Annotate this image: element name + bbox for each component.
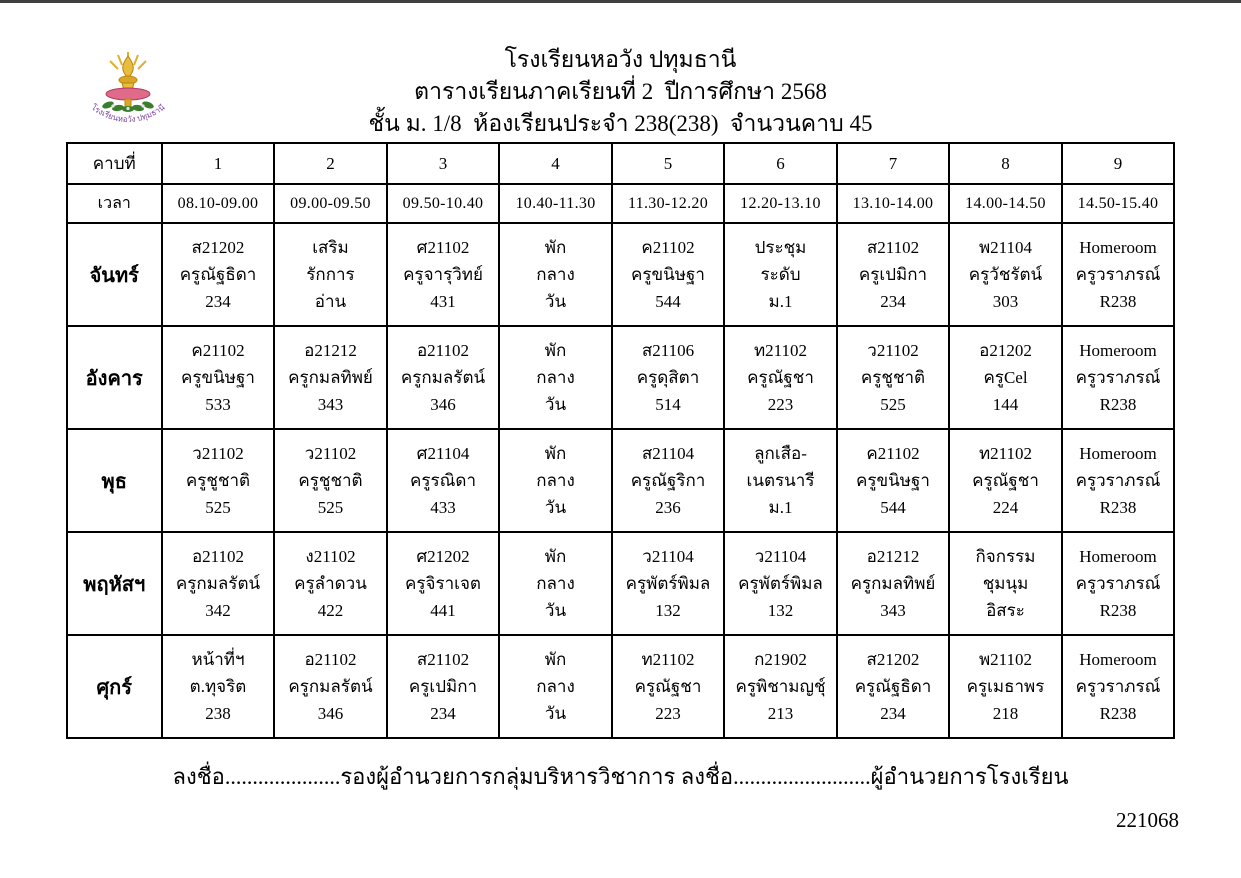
school-logo bbox=[82, 50, 174, 138]
schedule-cell bbox=[499, 326, 612, 429]
day-row bbox=[67, 429, 1175, 532]
schedule-cell bbox=[162, 326, 275, 429]
cell-line: หน้าที่ฯ bbox=[191, 649, 245, 669]
cell-line: ชุมนุม bbox=[982, 573, 1029, 593]
cell-line: ค21102 bbox=[641, 237, 695, 257]
cell-line: 218 bbox=[992, 704, 1019, 724]
cell-line: กลาง bbox=[536, 367, 575, 387]
cell-line: ครูพัตร์พิมล bbox=[738, 573, 823, 593]
cell-line: ครูณัฐริกา bbox=[630, 470, 706, 490]
day-name: ศุกร์ bbox=[67, 635, 162, 738]
cell-line: พ21104 bbox=[978, 237, 1033, 257]
cell-line: 346 bbox=[430, 395, 456, 415]
cell-line: ส21102 bbox=[416, 649, 470, 669]
cell-line: พัก bbox=[544, 649, 567, 669]
cell-line: ก21902 bbox=[754, 649, 807, 669]
cell-line: ระดับ bbox=[760, 264, 801, 284]
semester-title: ตารางเรียนภาคเรียนที่ 2 ปีการศึกษา 2568 bbox=[414, 79, 827, 104]
cell-line: 433 bbox=[430, 498, 456, 518]
cell-line: ส21106 bbox=[641, 340, 695, 360]
schedule-cell bbox=[387, 223, 500, 326]
schedule-cell bbox=[1062, 532, 1175, 635]
signature-line: ลงชื่อ.....................รองผู้อำนวยการกลุ่มบริหารวิชาการ ลงชื่อ.........................ผู้อำนวยการโรงเรียน bbox=[172, 764, 1069, 789]
schedule-cell bbox=[724, 635, 837, 738]
cell-line: อ่าน bbox=[314, 292, 347, 312]
cell-line: ครูขนิษฐา bbox=[631, 264, 705, 284]
cell-line: 544 bbox=[880, 498, 906, 518]
schedule-cell bbox=[499, 429, 612, 532]
school-logo-emblem bbox=[82, 50, 174, 138]
cell-line: 431 bbox=[430, 292, 456, 312]
cell-line: Homeroom bbox=[1079, 237, 1157, 257]
day-name: จันทร์ bbox=[67, 223, 162, 326]
schedule-cell bbox=[162, 532, 275, 635]
day-row bbox=[67, 223, 1175, 326]
schedule-cell bbox=[387, 635, 500, 738]
schedule-cell bbox=[949, 223, 1062, 326]
document-header bbox=[0, 0, 1241, 140]
cell-line: ค21102 bbox=[191, 340, 245, 360]
cell-line: อ21212 bbox=[866, 546, 920, 566]
cell-line: ครูพิชามญชุ์ bbox=[735, 676, 826, 696]
cell-line: ครูเมธาพร bbox=[966, 676, 1045, 696]
cell-line: ส21202 bbox=[866, 649, 920, 669]
day-row bbox=[67, 532, 1175, 635]
schedule-cell bbox=[1062, 635, 1175, 738]
cell-line: กลาง bbox=[536, 573, 575, 593]
cell-line: ครูวราภรณ์ bbox=[1075, 264, 1161, 284]
cell-line: ส21202 bbox=[191, 237, 245, 257]
schedule-cell bbox=[274, 532, 387, 635]
schedule-cell bbox=[837, 429, 950, 532]
schedule-cell bbox=[499, 635, 612, 738]
cell-line: ครูชูชาติ bbox=[860, 367, 926, 387]
cell-line: กลาง bbox=[536, 676, 575, 696]
schedule-cell bbox=[612, 223, 725, 326]
cell-line: ท21102 bbox=[978, 443, 1033, 463]
schedule-cell bbox=[274, 223, 387, 326]
schedule-cell bbox=[162, 223, 275, 326]
time-header-label: เวลา bbox=[67, 184, 162, 223]
period-header-label: คาบที่ bbox=[67, 143, 162, 184]
schedule-cell bbox=[387, 429, 500, 532]
cell-line: Homeroom bbox=[1079, 546, 1157, 566]
cell-line: 525 bbox=[880, 395, 906, 415]
cell-line: อ21102 bbox=[416, 340, 470, 360]
schedule-cell bbox=[949, 635, 1062, 738]
period-number-4: 4 bbox=[499, 143, 612, 184]
schedule-cell bbox=[612, 326, 725, 429]
cell-line: กิจกรรม bbox=[975, 546, 1036, 566]
schedule-cell bbox=[1062, 223, 1175, 326]
cell-line: วัน bbox=[544, 498, 567, 518]
cell-line: ศ21202 bbox=[416, 546, 470, 566]
cell-line: เนตรนารี bbox=[746, 470, 815, 490]
cell-line: พัก bbox=[544, 546, 567, 566]
schedule-cell bbox=[499, 223, 612, 326]
cell-line: ครูวราภรณ์ bbox=[1075, 470, 1161, 490]
cell-line: เสริม bbox=[312, 237, 349, 257]
document-number: 221068 bbox=[1116, 808, 1179, 832]
period-number-2: 2 bbox=[274, 143, 387, 184]
schedule-cell bbox=[274, 326, 387, 429]
cell-line: R238 bbox=[1099, 704, 1137, 724]
cell-line: ครูรณิดา bbox=[410, 470, 476, 490]
schedule-cell bbox=[387, 532, 500, 635]
cell-line: ลูกเสือ- bbox=[754, 443, 807, 463]
class-info: ชั้น ม. 1/8 ห้องเรียนประจำ 238(238) จำนวนคาบ 45 bbox=[368, 111, 873, 136]
cell-line: ว21102 bbox=[192, 443, 244, 463]
schedule-cell bbox=[162, 635, 275, 738]
cell-line: ครูณัฐชา bbox=[634, 676, 702, 696]
cell-line: ส21102 bbox=[866, 237, 920, 257]
cell-line: 514 bbox=[655, 395, 681, 415]
cell-line: 422 bbox=[317, 601, 344, 621]
cell-line: พัก bbox=[544, 237, 567, 257]
schedule-cell bbox=[724, 223, 837, 326]
cell-line: 223 bbox=[655, 704, 681, 724]
cell-line: 132 bbox=[655, 601, 681, 621]
cell-line: ครูวัชรัตน์ bbox=[968, 264, 1043, 284]
cell-line: ท21102 bbox=[753, 340, 808, 360]
schedule-cell bbox=[274, 635, 387, 738]
cell-line: R238 bbox=[1099, 601, 1137, 621]
school-name: โรงเรียนหอวัง ปทุมธานี bbox=[504, 47, 737, 72]
cell-line: พัก bbox=[544, 443, 567, 463]
cell-line: 544 bbox=[655, 292, 681, 312]
period-time-5: 11.30-12.20 bbox=[612, 184, 725, 223]
cell-line: ว21102 bbox=[867, 340, 919, 360]
schedule-cell bbox=[612, 532, 725, 635]
cell-line: ครูกมลทิพย์ bbox=[288, 367, 373, 387]
period-time-9: 14.50-15.40 bbox=[1062, 184, 1175, 223]
cell-line: ประชุม bbox=[754, 237, 807, 257]
day-name: พฤหัสฯ bbox=[67, 532, 162, 635]
cell-line: 303 bbox=[992, 292, 1019, 312]
cell-line: ครูขนิษฐา bbox=[181, 367, 255, 387]
cell-line: ครูวราภรณ์ bbox=[1075, 676, 1161, 696]
cell-line: พัก bbox=[544, 340, 567, 360]
day-row bbox=[67, 635, 1175, 738]
schedule-cell bbox=[612, 429, 725, 532]
cell-line: ครูลำดวน bbox=[294, 573, 367, 593]
cell-line: ว21104 bbox=[642, 546, 694, 566]
cell-line: ครูวราภรณ์ bbox=[1075, 367, 1161, 387]
period-time-6: 12.20-13.10 bbox=[724, 184, 837, 223]
cell-line: 224 bbox=[992, 498, 1019, 518]
cell-line: R238 bbox=[1099, 498, 1137, 518]
cell-line: วัน bbox=[544, 601, 567, 621]
cell-line: 234 bbox=[880, 292, 906, 312]
schedule-cell bbox=[949, 429, 1062, 532]
period-time-2: 09.00-09.50 bbox=[274, 184, 387, 223]
cell-line: 441 bbox=[430, 601, 456, 621]
cell-line: Homeroom bbox=[1079, 443, 1157, 463]
cell-line: 223 bbox=[767, 395, 794, 415]
cell-line: ม.1 bbox=[768, 498, 793, 518]
cell-line: ครูกมลทิพย์ bbox=[850, 573, 936, 593]
schedule-cell bbox=[1062, 326, 1175, 429]
cell-line: กลาง bbox=[536, 264, 575, 284]
period-number-1: 1 bbox=[162, 143, 275, 184]
cell-line: ครูจิราเจต bbox=[405, 573, 481, 593]
cell-line: 144 bbox=[992, 395, 1019, 415]
cell-line: 238 bbox=[205, 704, 231, 724]
cell-line: พ21102 bbox=[978, 649, 1033, 669]
cell-line: 525 bbox=[205, 498, 231, 518]
schedule-cell bbox=[837, 532, 950, 635]
period-time-8: 14.00-14.50 bbox=[949, 184, 1062, 223]
period-number-6: 6 bbox=[724, 143, 837, 184]
cell-line: R238 bbox=[1099, 395, 1137, 415]
period-number-8: 8 bbox=[949, 143, 1062, 184]
cell-line: ศ21102 bbox=[416, 237, 470, 257]
schedule-cell bbox=[949, 532, 1062, 635]
timetable-body bbox=[67, 143, 1175, 738]
schedule-cell bbox=[499, 532, 612, 635]
schedule-cell bbox=[837, 326, 950, 429]
cell-line: ครูณัฐธิดา bbox=[854, 676, 932, 696]
period-time-1: 08.10-09.00 bbox=[162, 184, 275, 223]
cell-line: Homeroom bbox=[1079, 649, 1157, 669]
schedule-cell bbox=[1062, 429, 1175, 532]
schedule-cell bbox=[274, 429, 387, 532]
schedule-cell bbox=[387, 326, 500, 429]
cell-line: วัน bbox=[544, 395, 567, 415]
cell-line: ครูกมลรัตน์ bbox=[175, 573, 261, 593]
cell-line: 234 bbox=[880, 704, 906, 724]
cell-line: 236 bbox=[655, 498, 681, 518]
schedule-cell bbox=[837, 223, 950, 326]
period-number-7: 7 bbox=[837, 143, 950, 184]
cell-line: วัน bbox=[544, 292, 567, 312]
cell-line: ศ21104 bbox=[416, 443, 470, 463]
logo-caption-text: โรงเรียนหอวัง ปทุมธานี bbox=[89, 102, 167, 125]
cell-line: ง21102 bbox=[305, 546, 356, 566]
cell-line: ครูเปมิกา bbox=[408, 676, 478, 696]
schedule-cell bbox=[949, 326, 1062, 429]
cell-line: ครูจารุวิทย์ bbox=[403, 264, 483, 284]
time-row bbox=[67, 184, 1175, 223]
period-time-3: 09.50-10.40 bbox=[387, 184, 500, 223]
cell-line: ครูวราภรณ์ bbox=[1075, 573, 1161, 593]
cell-line: 132 bbox=[767, 601, 794, 621]
cell-line: ครูชูชาติ bbox=[185, 470, 251, 490]
period-number-9: 9 bbox=[1062, 143, 1175, 184]
cell-line: ครูขนิษฐา bbox=[856, 470, 930, 490]
day-row bbox=[67, 326, 1175, 429]
cell-line: กลาง bbox=[536, 470, 575, 490]
cell-line: ครูCel bbox=[983, 367, 1028, 387]
cell-line: R238 bbox=[1099, 292, 1137, 312]
cell-line: 234 bbox=[430, 704, 456, 724]
cell-line: 346 bbox=[317, 704, 344, 724]
cell-line: ครูณัฐชา bbox=[972, 470, 1039, 490]
cell-line: อ21102 bbox=[304, 649, 357, 669]
day-name: อังคาร bbox=[67, 326, 162, 429]
cell-line: ครูเปมิกา bbox=[858, 264, 928, 284]
cell-line: ครูณัฐชา bbox=[747, 367, 814, 387]
cell-line: ครูกมลรัตน์ bbox=[400, 367, 486, 387]
cell-line: วัน bbox=[544, 704, 567, 724]
cell-line: 525 bbox=[317, 498, 344, 518]
cell-line: ครูพัตร์พิมล bbox=[625, 573, 711, 593]
cell-line: รักการ bbox=[306, 264, 355, 284]
cell-line: ครูชูชาติ bbox=[298, 470, 363, 490]
cell-line: 213 bbox=[767, 704, 794, 724]
cell-line: 343 bbox=[317, 395, 344, 415]
cell-line: ว21104 bbox=[754, 546, 807, 566]
cell-line: 343 bbox=[880, 601, 906, 621]
cell-line: 533 bbox=[205, 395, 231, 415]
cell-line: ครูกมลรัตน์ bbox=[288, 676, 373, 696]
cell-line: อ21212 bbox=[304, 340, 357, 360]
period-row bbox=[67, 143, 1175, 184]
cell-line: ม.1 bbox=[768, 292, 793, 312]
cell-line: 234 bbox=[205, 292, 231, 312]
schedule-cell bbox=[837, 635, 950, 738]
cell-line: 342 bbox=[205, 601, 231, 621]
cell-line: ค21102 bbox=[866, 443, 920, 463]
schedule-cell bbox=[612, 635, 725, 738]
cell-line: Homeroom bbox=[1079, 340, 1157, 360]
timetable bbox=[66, 142, 1176, 739]
period-number-5: 5 bbox=[612, 143, 725, 184]
period-number-3: 3 bbox=[387, 143, 500, 184]
schedule-cell bbox=[162, 429, 275, 532]
cell-line: ท21102 bbox=[641, 649, 695, 669]
cell-line: อ21102 bbox=[191, 546, 245, 566]
cell-line: ส21104 bbox=[641, 443, 695, 463]
cell-line: อิสระ bbox=[986, 601, 1025, 621]
cell-line: ต.ทุจริต bbox=[189, 676, 247, 696]
day-name: พุธ bbox=[67, 429, 162, 532]
period-time-4: 10.40-11.30 bbox=[499, 184, 612, 223]
cell-line: ครูณัฐธิดา bbox=[179, 264, 257, 284]
schedule-cell bbox=[724, 429, 837, 532]
schedule-cell bbox=[724, 326, 837, 429]
period-time-7: 13.10-14.00 bbox=[837, 184, 950, 223]
schedule-cell bbox=[724, 532, 837, 635]
cell-line: ว21102 bbox=[304, 443, 357, 463]
cell-line: อ21202 bbox=[979, 340, 1032, 360]
cell-line: ครูดุสิตา bbox=[636, 367, 700, 387]
